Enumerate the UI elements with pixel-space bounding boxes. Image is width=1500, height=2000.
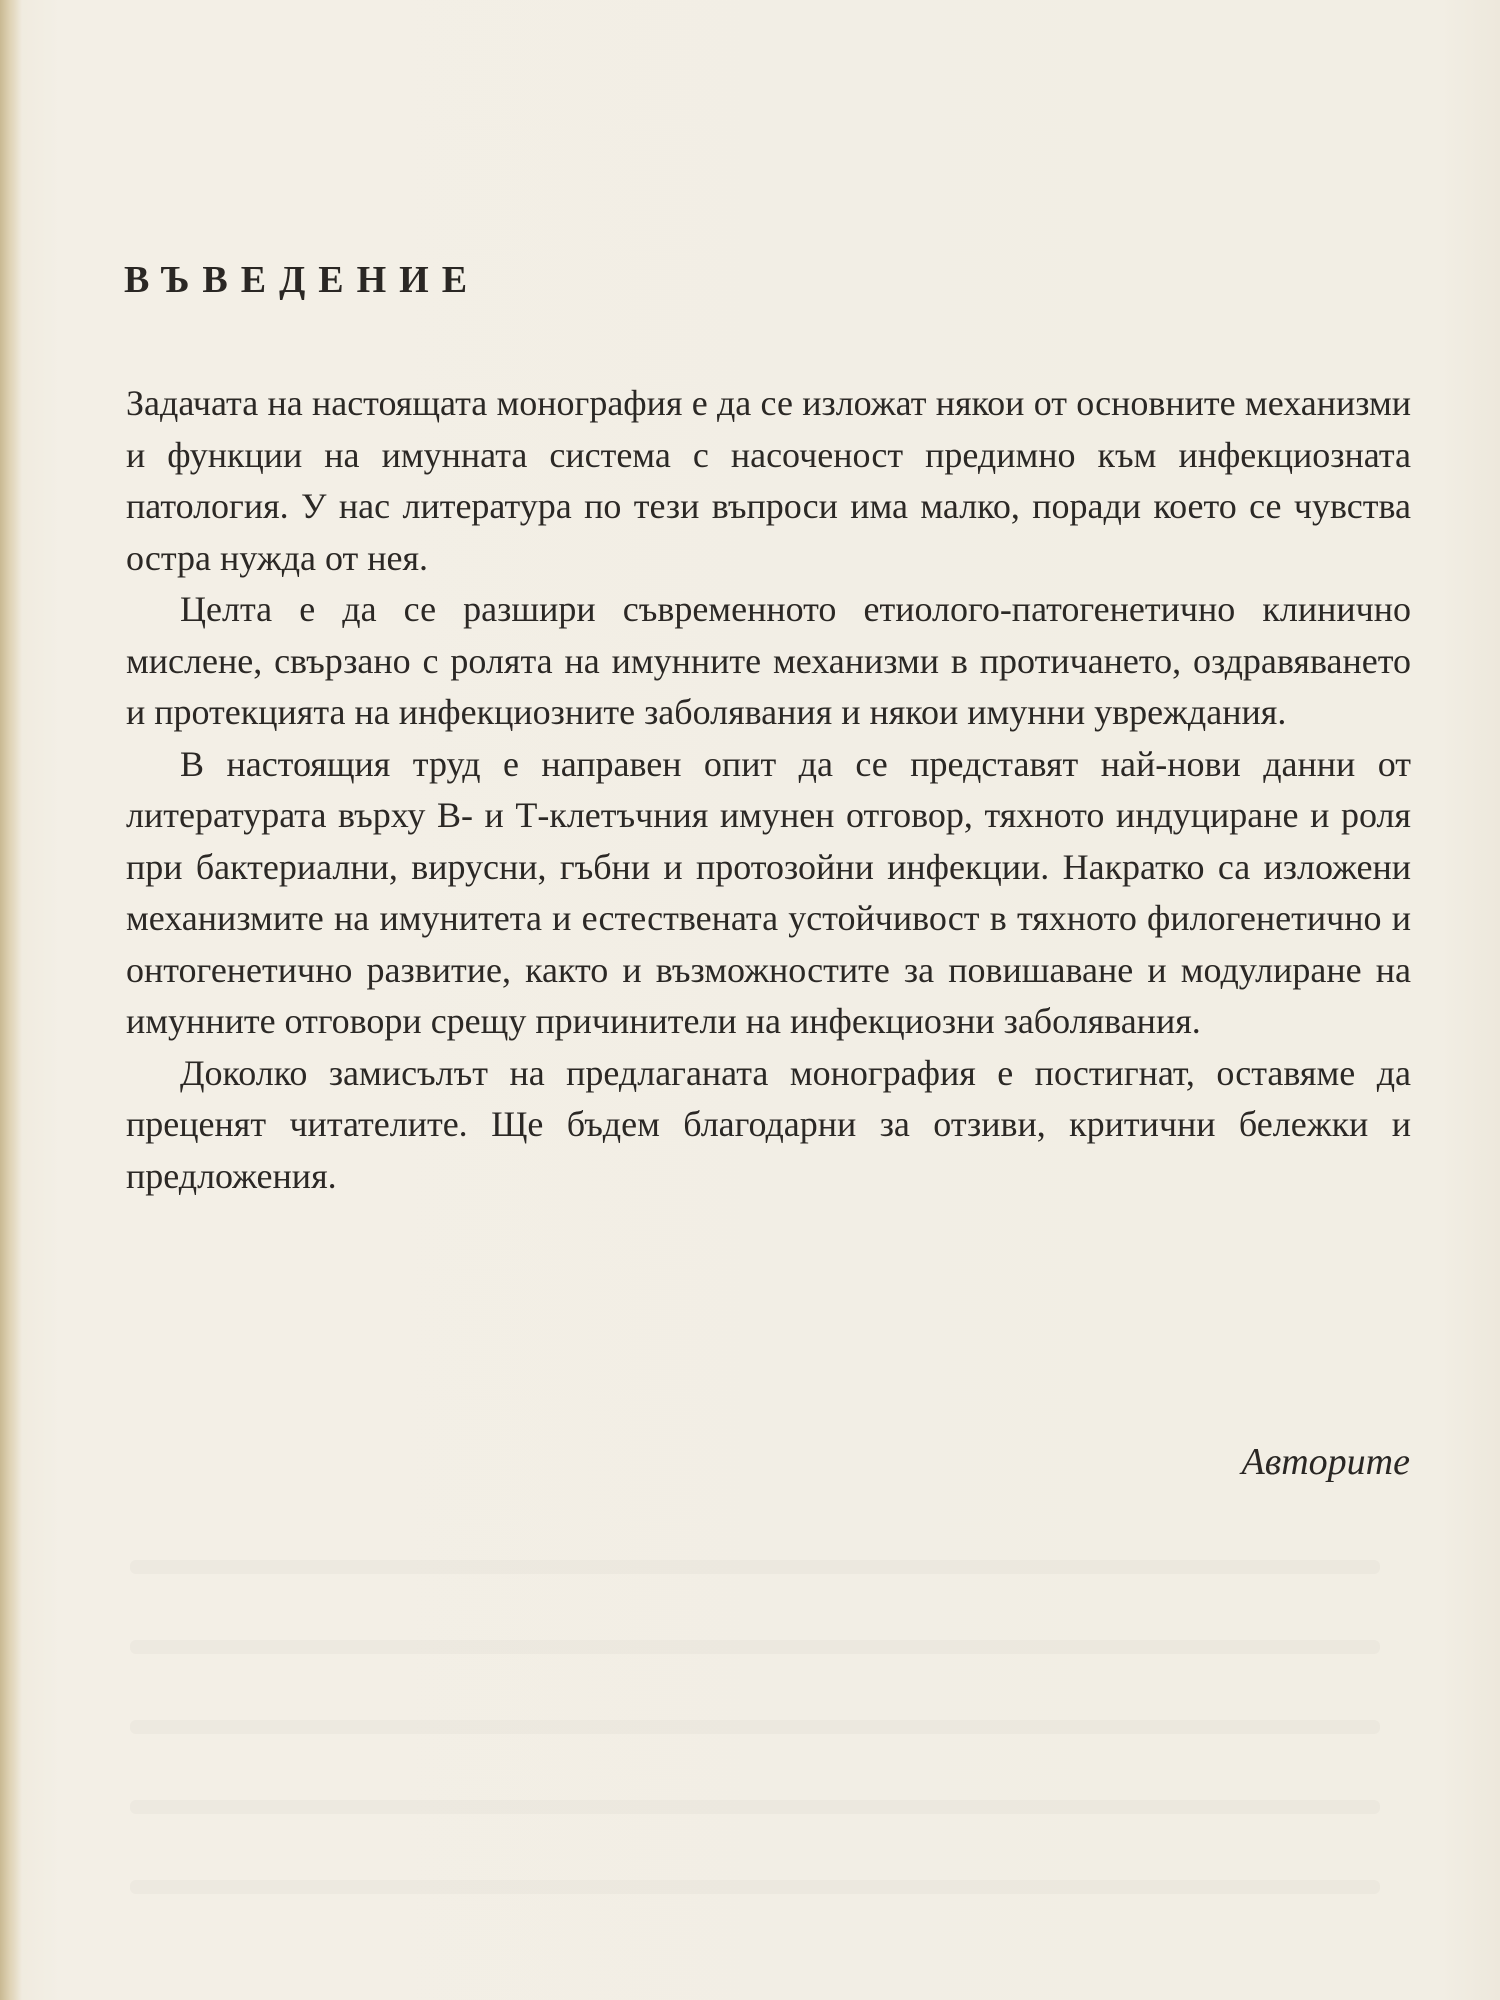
paragraph-4: Доколко замисълът на предлаганата монография е постигнат, оставяме да преценят читателите. Ще бъдем благодарни за отзиви, критични бележки и предложения. — [126, 1052, 1411, 1196]
bleed-through-shadow — [130, 1720, 1380, 1734]
bleed-through-shadow — [130, 1880, 1380, 1894]
body-text — [126, 378, 1411, 1202]
author-signature: Авторите — [1241, 1441, 1410, 1483]
bleed-through-shadow — [130, 1640, 1380, 1654]
section-heading: ВЪВЕДЕНИЕ — [124, 259, 481, 301]
bleed-through-shadow — [130, 1800, 1380, 1814]
page-spine-edge — [0, 0, 22, 2000]
paragraph-3: В настоящия труд е направен опит да се представят най-нови данни от литературата върху В- и Т-клетъчния имунен отговор, тяхното индуциране и роля при бактериални, вирусни, гъбни и протозойни инфекции. Накратко са изложени механизмите на имунитета и естествената устойчивост в тяхното филогенетично и онтогенетично развитие, както и възможностите за повишаване и модулиране на имунните отговори срещу причинители на инфекциозни заболявания. — [126, 743, 1411, 1041]
paragraph-2: Целта е да се разшири съвременното етиолого-патогенетично клинично мислене, свързано с ролята на имунните механизми в протичането, оздравяването и протекцията на инфекциозните заболявания и някои имунни увреждания. — [126, 589, 1411, 732]
bleed-through-shadow — [130, 1560, 1380, 1574]
paragraph-1: Задачата на настоящата монография е да се изложат някои от основните механизми и функции на имунната система с насоченост предимно към инфекциозната патология. У нас литература по тези въпроси има малко, поради което се чувства остра нужда от нея. — [126, 383, 1411, 578]
